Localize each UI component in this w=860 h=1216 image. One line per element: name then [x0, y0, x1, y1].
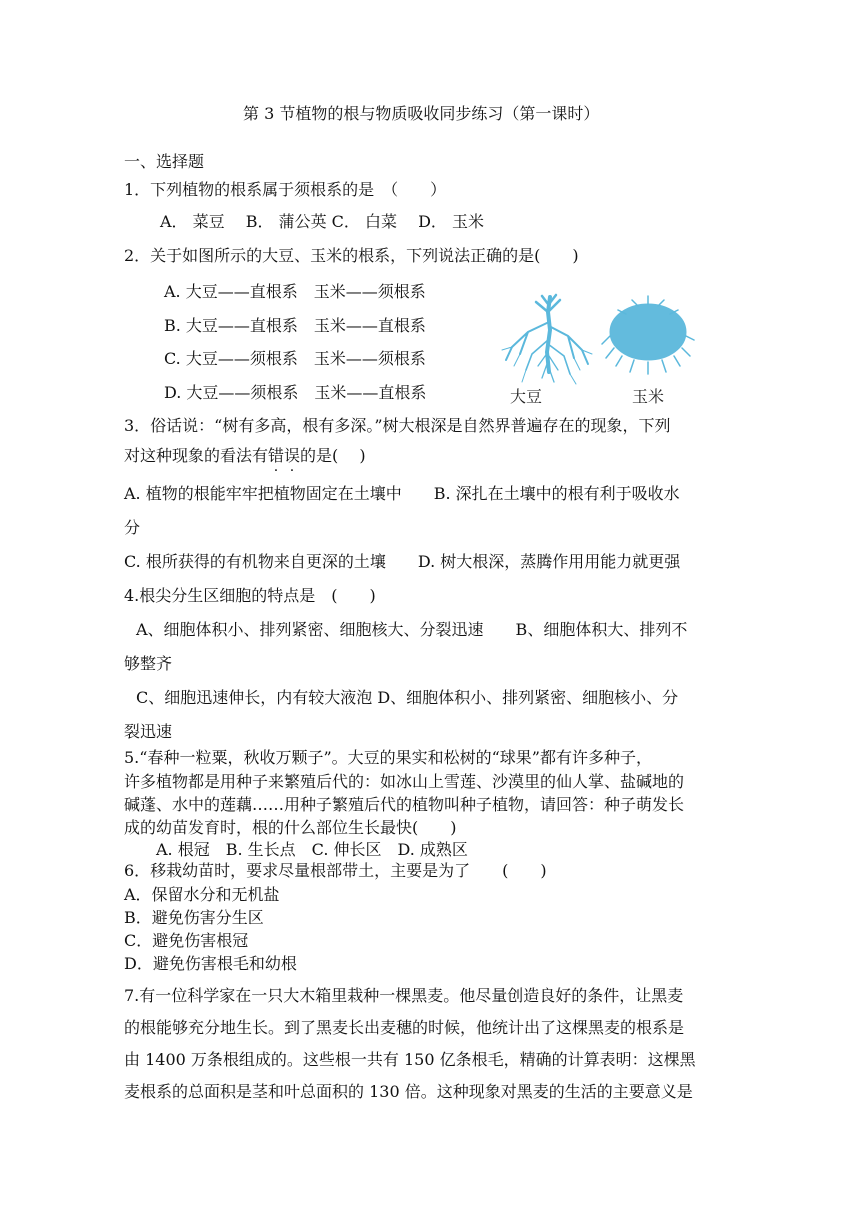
question-4-line-4: 裂迅速: [124, 722, 173, 741]
question-3-options-cd: C. 根所获得的有机物来自更深的土壤 D. 树大根深，蒸腾作用用能力就更强: [124, 552, 681, 571]
root-system-figure: [498, 292, 698, 407]
question-3-stem-line-2: [124, 446, 366, 466]
question-5-line-3: 碱蓬、水中的莲藕……用种子繁殖后代的植物叫种子植物，请回答：种子萌发长: [124, 795, 685, 814]
emphasis-char-2: 误: [284, 446, 301, 465]
question-5-line-4: 成的幼苗发育时，根的什么部位生长最快( ): [124, 818, 457, 837]
question-3-stem-prefix: 对这种现象的看法有: [124, 446, 269, 465]
question-4-line-3: C、细胞迅速伸长，内有较大液泡 D、细胞体积小、排列紧密、细胞核小、分: [136, 688, 679, 707]
question-5-options: A. 根冠 B. 生长点 C. 伸长区 D. 成熟区: [156, 840, 468, 859]
question-7-line-3: 由 1400 万条根组成的。这些根一共有 150 亿条根毛，精确的计算表明：这棵黑: [124, 1050, 696, 1069]
question-6-option-b: B．避免伤害分生区: [124, 908, 264, 927]
question-6-option-a: A．保留水分和无机盐: [124, 885, 280, 904]
question-6-option-d: D．避免伤害根毛和幼根: [124, 954, 297, 973]
question-2-option-b: B. 大豆——直根系 玉米——直根系: [164, 316, 426, 335]
question-2-option-d: D. 大豆——须根系 玉米——直根系: [164, 383, 427, 402]
question-3-options-ab-wrap: 分: [124, 518, 141, 537]
question-5-line-2: 许多植物都是用种子来繁殖后代的：如冰山上雪莲、沙漠里的仙人掌、盐碱地的: [124, 772, 685, 791]
question-5-line-1: 5.“春种一粒粟，秋收万颗子”。大豆的果实和松树的“球果”都有许多种子，: [124, 748, 652, 767]
question-7-line-4: 麦根系的总面积是茎和叶总面积的 130 倍。这种现象对黑麦的生活的主要意义是: [124, 1082, 693, 1101]
question-7-line-1: 7.有一位科学家在一只大木箱里栽种一棵黑麦。他尽量创造良好的条件，让黑麦: [124, 986, 684, 1005]
question-4-stem: 4.根尖分生区细胞的特点是 ( ): [124, 586, 376, 605]
question-1-stem: 1．下列植物的根系属于须根系的是 （ ）: [124, 180, 447, 199]
question-3-options-ab: A. 植物的根能牢牢把植物固定在土壤中 B. 深扎在土壤中的根有利于吸收水: [124, 484, 680, 503]
question-7-line-2: 的根能够充分地生长。到了黑麦长出麦穗的时候，他统计出了这棵黑麦的根系是: [124, 1018, 685, 1037]
figure-label-corn: 玉米: [632, 387, 665, 406]
soybean-taproot-drawing: [502, 295, 592, 384]
question-3-stem-line-1: 3．俗话说：“树有多高，根有多深。”树大根深是自然界普遍存在的现象，下列: [124, 416, 671, 435]
corn-fibrous-root-drawing: [602, 296, 694, 374]
question-4-line-1: A、细胞体积小、排列紧密、细胞核大、分裂迅速 B、细胞体积大、排列不: [136, 620, 688, 639]
question-4-line-2: 够整齐: [124, 654, 173, 673]
question-2-stem: 2．关于如图所示的大豆、玉米的根系，下列说法正确的是( ): [124, 246, 579, 265]
emphasis-char-1: 错: [268, 446, 285, 465]
section-heading: 一、选择题: [124, 152, 205, 171]
question-3-stem-suffix: 的是( ): [300, 446, 366, 465]
figure-label-soybean: 大豆: [510, 387, 543, 406]
question-2-option-c: C. 大豆——须根系 玉米——须根系: [164, 349, 426, 368]
page-title: 第 3 节植物的根与物质吸收同步练习（第一课时）: [243, 104, 600, 123]
question-6-stem: 6．移栽幼苗时，要求尽量根部带土，主要是为了 ( ): [124, 861, 547, 880]
question-1-options: A． 菜豆 B． 蒲公英 C． 白菜 D． 玉米: [160, 212, 484, 231]
question-2-option-a: A. 大豆——直根系 玉米——须根系: [164, 282, 426, 301]
question-6-option-c: C．避免伤害根冠: [124, 931, 249, 950]
